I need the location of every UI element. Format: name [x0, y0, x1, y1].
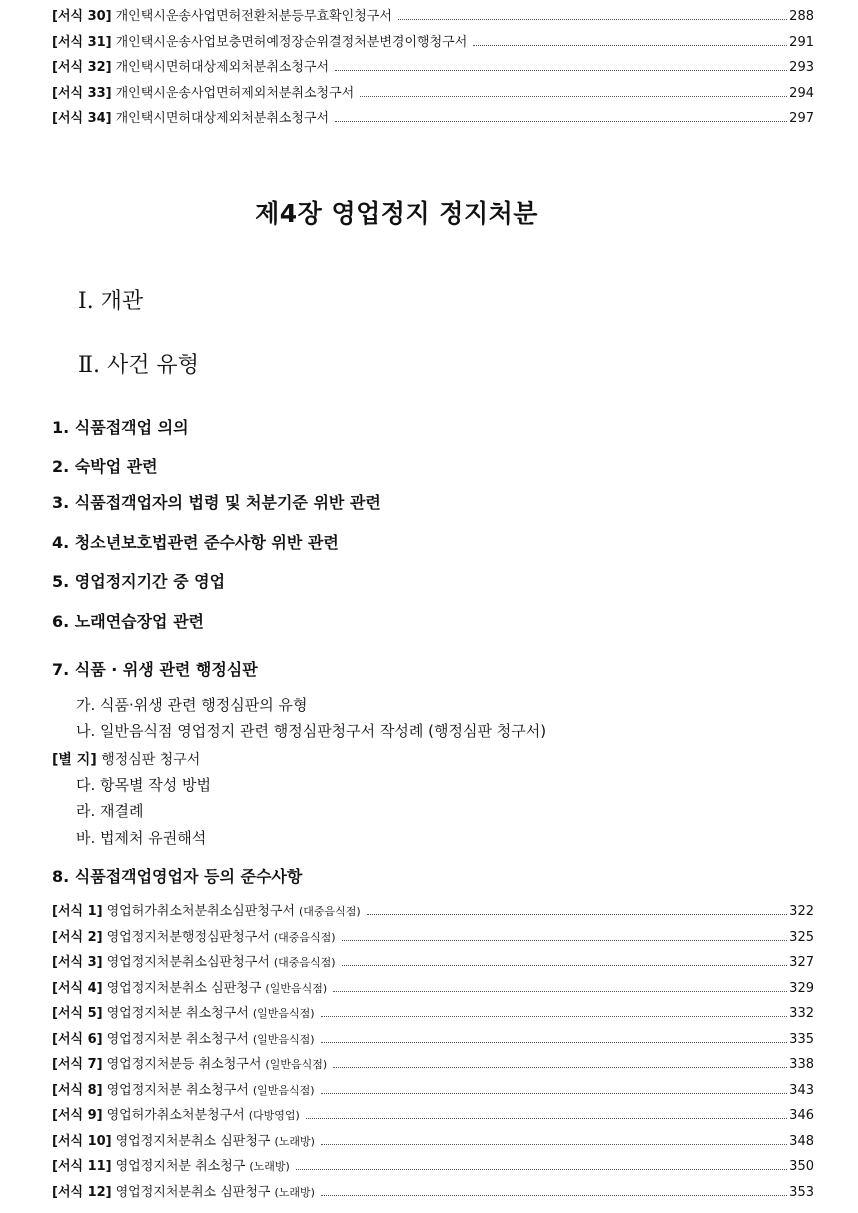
form-label: [서식 7]: [52, 1057, 103, 1072]
form-title: 영업허가취소처분취소심판청구서: [106, 904, 295, 919]
form-subtitle: (일반음식점): [265, 981, 328, 995]
form-title: 영업정지처분행정심판청구서: [106, 929, 270, 945]
toc-entry[interactable]: [52, 55, 814, 81]
page-number: 297: [789, 111, 814, 126]
page-number: 293: [789, 60, 814, 75]
toc-entry[interactable]: [52, 1129, 814, 1155]
toc-entry[interactable]: [52, 1078, 814, 1104]
toc-entry[interactable]: [52, 1001, 814, 1027]
leader-dots: [306, 1118, 787, 1119]
annex-title: 행정심판 청구서: [101, 752, 201, 768]
form-title: 개인택시운송사업면허제외처분취소청구서: [115, 85, 355, 101]
form-subtitle: (대중음식점): [273, 956, 336, 969]
toc-top-list: [52, 4, 814, 132]
form-label: [서식 6]: [52, 1031, 103, 1047]
leader-dots: [333, 991, 787, 992]
form-label: [서식 11]: [52, 1159, 112, 1174]
leader-dots: [321, 1144, 787, 1145]
form-label: [서식 32]: [52, 60, 112, 75]
form-label: [서식 33]: [52, 85, 112, 101]
leader-dots: [321, 1093, 788, 1094]
toc-entry[interactable]: [52, 1154, 814, 1180]
form-title: 영업정지처분등 취소청구서: [106, 1057, 262, 1072]
page-number: 288: [789, 9, 814, 24]
page-number: 346: [789, 1108, 814, 1123]
toc-entry[interactable]: [52, 899, 814, 925]
page-number: 348: [789, 1133, 814, 1149]
form-subtitle: (일반음식점): [252, 1032, 315, 1046]
form-label: [서식 1]: [52, 904, 103, 919]
form-label: [서식 34]: [52, 111, 112, 126]
toc-entry[interactable]: [52, 1180, 814, 1206]
subitem[interactable]: 다. 항목별 작성 방법: [76, 776, 211, 794]
toc-entry[interactable]: [52, 81, 814, 107]
form-label: [서식 8]: [52, 1082, 103, 1098]
leader-dots: [473, 45, 787, 46]
page-number: 353: [789, 1184, 814, 1200]
toc-entry[interactable]: [52, 925, 814, 951]
section-heading[interactable]: 8. 식품접객업영업자 등의 준수사항: [52, 867, 303, 886]
form-label: [서식 4]: [52, 980, 103, 996]
subitem[interactable]: 바. 법제처 유권해석: [76, 829, 207, 847]
leader-dots: [342, 940, 788, 941]
page-number: 350: [789, 1159, 814, 1174]
subitem[interactable]: 가. 식품·위생 관련 행정심판의 유형: [76, 696, 308, 714]
toc-entry[interactable]: [52, 950, 814, 976]
form-subtitle: (일반음식점): [252, 1007, 315, 1020]
form-title: 영업정지처분 취소청구: [115, 1159, 246, 1174]
form-title: 개인택시운송사업면허전환처분등무효확인청구서: [115, 9, 392, 24]
annex-label: [별 지]: [52, 752, 97, 768]
leader-dots: [335, 121, 787, 122]
form-title: 영업정지처분취소 심판청구: [115, 1133, 271, 1149]
subitem[interactable]: 라. 재결례: [76, 802, 144, 820]
section-heading[interactable]: 6. 노래연습장업 관련: [52, 612, 204, 631]
leader-dots: [321, 1195, 787, 1196]
form-label: [서식 30]: [52, 9, 112, 24]
page-number: 291: [789, 34, 814, 50]
form-label: [서식 5]: [52, 1006, 103, 1021]
form-label: [서식 31]: [52, 34, 112, 50]
toc-entry[interactable]: [52, 106, 814, 132]
form-label: [서식 12]: [52, 1184, 112, 1200]
section-heading[interactable]: 3. 식품접객업자의 법령 및 처분기준 위반 관련: [52, 493, 381, 512]
leader-dots: [321, 1042, 788, 1043]
annex-entry[interactable]: [52, 749, 200, 769]
form-title: 영업허가취소처분청구서: [106, 1108, 245, 1123]
form-title: 영업정지처분 취소청구서: [106, 1031, 249, 1047]
leader-dots: [335, 70, 787, 71]
form-title: 개인택시운송사업보충면허예정장순위결정처분변경이행청구서: [115, 34, 468, 50]
form-title: 영업정지처분 취소청구서: [106, 1082, 249, 1098]
leader-dots: [296, 1169, 787, 1170]
form-title: 영업정지처분취소 심판청구: [115, 1184, 271, 1200]
toc-bottom-list: [52, 899, 814, 1205]
toc-entry[interactable]: [52, 976, 814, 1002]
page-number: 327: [789, 955, 814, 970]
page-number: 325: [789, 929, 814, 945]
toc-entry[interactable]: [52, 1103, 814, 1129]
page-number: 343: [789, 1082, 814, 1098]
form-subtitle: (대중음식점): [298, 905, 361, 918]
page-number: 338: [789, 1057, 814, 1072]
section-heading[interactable]: 5. 영업정지기간 중 영업: [52, 572, 226, 591]
page-number: 294: [789, 85, 814, 101]
page-number: 329: [789, 980, 814, 996]
form-label: [서식 9]: [52, 1108, 103, 1123]
form-subtitle: (일반음식점): [252, 1083, 315, 1097]
form-title: 개인택시면허대상제외처분취소청구서: [115, 111, 330, 126]
toc-entry[interactable]: [52, 1027, 814, 1053]
form-subtitle: (대중음식점): [273, 930, 336, 944]
section-heading[interactable]: 1. 식품접객업 의의: [52, 418, 189, 437]
form-title: 영업정지처분취소심판청구서: [106, 955, 270, 970]
toc-entry[interactable]: [52, 1052, 814, 1078]
form-title: 영업정지처분 취소청구서: [106, 1006, 249, 1021]
form-label: [서식 2]: [52, 929, 103, 945]
page-number: 335: [789, 1031, 814, 1047]
form-subtitle: (노래방): [249, 1160, 290, 1173]
form-title: 영업정지처분취소 심판청구: [106, 980, 262, 996]
leader-dots: [398, 19, 787, 20]
leader-dots: [321, 1016, 788, 1017]
form-subtitle: (노래방): [274, 1134, 315, 1148]
leader-dots: [342, 965, 788, 966]
section-heading[interactable]: 2. 숙박업 관련: [52, 457, 158, 476]
section-heading[interactable]: 4. 청소년보호법관련 준수사항 위반 관련: [52, 533, 339, 552]
form-label: [서식 10]: [52, 1133, 112, 1149]
toc-entry[interactable]: [52, 4, 814, 30]
form-subtitle: (노래방): [274, 1185, 315, 1199]
section-heading[interactable]: 7. 식품 · 위생 관련 행정심판: [52, 660, 258, 679]
toc-entry[interactable]: [52, 30, 814, 56]
part-heading-case-types[interactable]: Ⅱ. 사건 유형: [78, 353, 199, 378]
leader-dots: [360, 96, 787, 97]
form-title: 개인택시면허대상제외처분취소청구서: [115, 60, 330, 75]
leader-dots: [367, 914, 788, 915]
page-number: 322: [789, 904, 814, 919]
form-label: [서식 3]: [52, 955, 103, 970]
page-number: 332: [789, 1006, 814, 1021]
part-heading-overview[interactable]: Ⅰ. 개관: [78, 289, 144, 314]
form-subtitle: (다방영업): [248, 1109, 300, 1122]
leader-dots: [333, 1067, 787, 1068]
form-subtitle: (일반음식점): [265, 1058, 328, 1071]
subitem[interactable]: 나. 일반음식점 영업정지 관련 행정심판청구서 작성례 (행정심판 청구서): [76, 722, 547, 740]
chapter-title: 제4장 영업정지 정지처분: [255, 199, 538, 228]
